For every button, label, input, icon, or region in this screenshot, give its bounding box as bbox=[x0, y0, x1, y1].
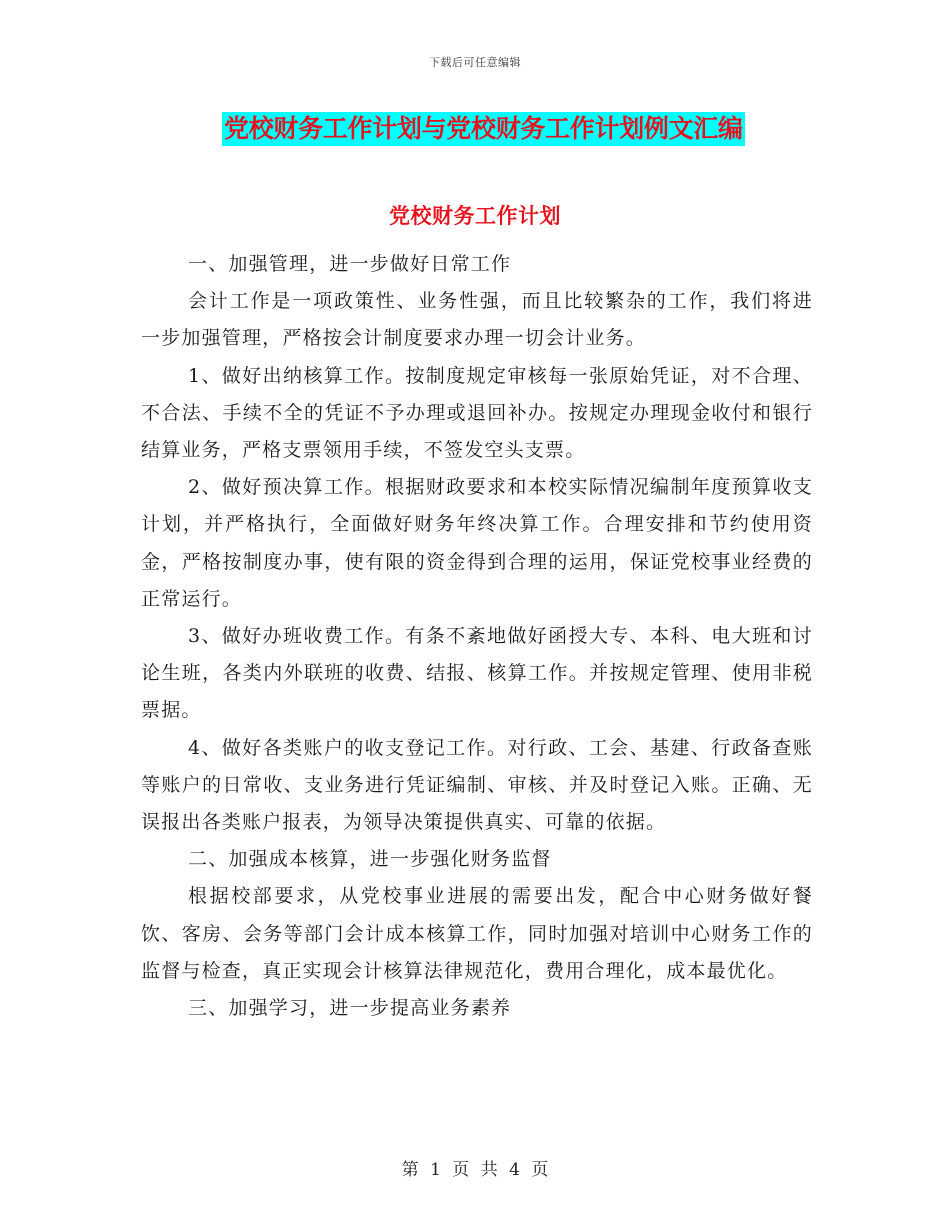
page-number: 第 1 页 共 4 页 bbox=[401, 1160, 549, 1180]
paragraph-intro: 会计工作是一项政策性、业务性强，而且比较繁杂的工作，我们将进一步加强管理，严格按会计制度要求办理一切会计业务。 bbox=[141, 290, 813, 350]
section-title: 党校财务工作计划 bbox=[389, 203, 561, 228]
header-note: 下载后可任意编辑 bbox=[429, 56, 521, 69]
heading-3: 三、加强学习，进一步提高业务素养 bbox=[188, 997, 512, 1020]
heading-2: 二、加强成本核算，进一步强化财务监督 bbox=[188, 848, 552, 871]
paragraph-item-4: 4、做好各类账户的收支登记工作。对行政、工会、基建、行政备查账等账户的日常收、支业务进行凭证编制、审核、并及时登记入账。正确、无误报出各类账户报表，为领导决策提供真实、可靠的依据。 bbox=[141, 736, 813, 834]
paragraph-cost: 根据校部要求，从党校事业进展的需要出发，配合中心财务做好餐饮、客房、会务等部门会计成本核算工作，同时加强对培训中心财务工作的监督与检查，真正实现会计核算法律规范化，费用合理化，成本最优化。 bbox=[141, 885, 813, 982]
heading-1: 一、加强管理，进一步做好日常工作 bbox=[188, 253, 512, 275]
paragraph-item-3: 3、做好办班收费工作。有条不紊地做好函授大专、本科、电大班和讨论生班，各类内外联班的收费、结报、核算工作。并按规定管理、使用非税票据。 bbox=[141, 625, 813, 722]
paragraph-item-2: 2、做好预决算工作。根据财政要求和本校实际情况编制年度预算收支计划，并严格执行，全面做好财务年终决算工作。合理安排和节约使用资金，严格按制度办事，使有限的资金得到合理的运用，保证党校事业经费的正常运行。 bbox=[141, 476, 813, 610]
document-title: 党校财务工作计划与党校财务工作计划例文汇编 bbox=[222, 112, 745, 146]
paragraph-item-1: 1、做好出纳核算工作。按制度规定审核每一张原始凭证，对不合理、不合法、手续不全的凭证不予办理或退回补办。按规定办理现金收付和银行结算业务，严格支票领用手续，不签发空头支票。 bbox=[141, 364, 813, 462]
document-body bbox=[141, 246, 813, 1027]
